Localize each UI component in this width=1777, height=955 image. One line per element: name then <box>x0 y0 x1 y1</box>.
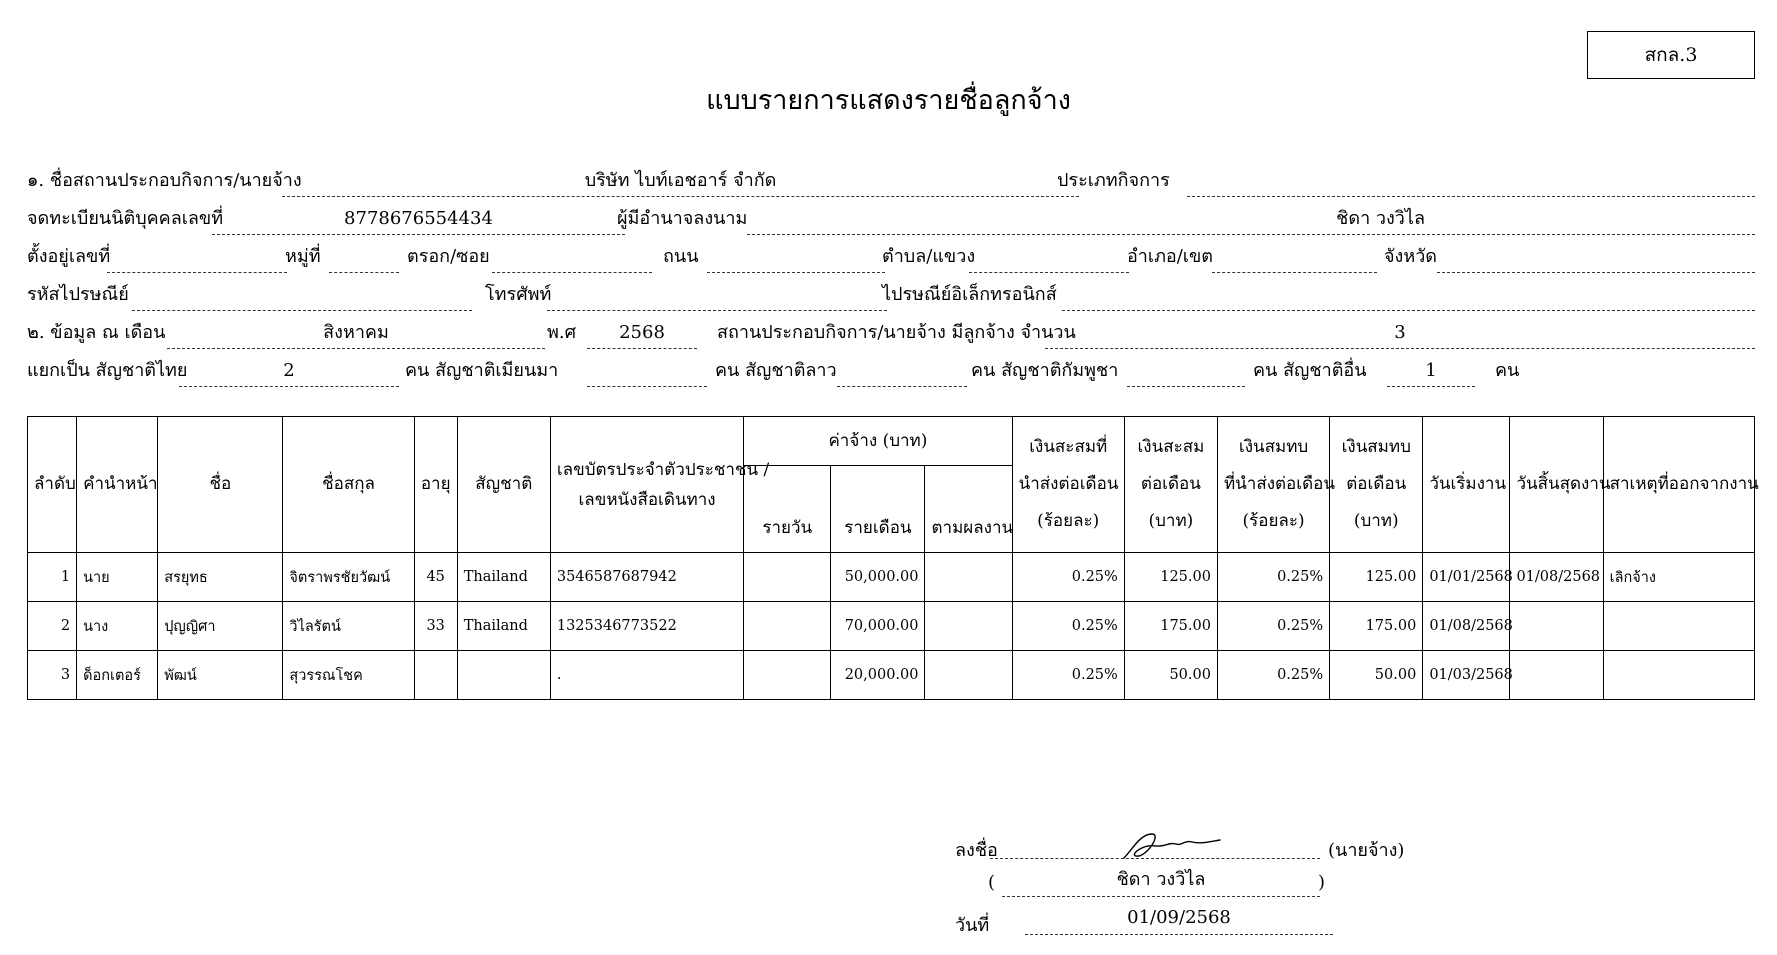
thai-label: แยกเป็น สัญชาติไทย <box>27 360 188 381</box>
cell-con-amount: 50.00 <box>1330 651 1423 700</box>
employee-table <box>27 416 1759 700</box>
header-con-rate-line1: เงินสมทบ <box>1238 437 1309 457</box>
cell-piece <box>925 651 1012 700</box>
cell-name: สรยุทธ <box>158 553 283 602</box>
cell-reason <box>1603 651 1754 700</box>
cell-name: พัฒน์ <box>158 651 283 700</box>
cell-id: . <box>550 651 743 700</box>
signature-line <box>990 828 1320 859</box>
header-con-amount-line2: ต่อเดือน <box>1346 474 1407 494</box>
province-label: จังหวัด <box>1384 246 1437 267</box>
phone-field <box>547 281 887 311</box>
signer-name-line <box>1002 866 1320 897</box>
header-no: ลำดับ <box>28 417 77 553</box>
header-id-line2: เลขหนังสือเดินทาง <box>578 489 716 510</box>
cell-acc-amount: 125.00 <box>1124 553 1217 602</box>
table-header <box>28 417 1759 553</box>
cell-id: 1325346773522 <box>550 602 743 651</box>
header-acc-rate-line2: นำส่งต่อเดือน <box>1018 474 1119 494</box>
cell-acc-rate: 0.25% <box>1012 651 1124 700</box>
month-field <box>167 319 545 349</box>
soi-label: ตรอก/ซอย <box>407 246 490 267</box>
cell-surname: จิตราพรชัยวัฒน์ <box>283 553 414 602</box>
header-acc-amount-line2: ต่อเดือน <box>1140 474 1201 494</box>
cell-monthly: 70,000.00 <box>831 602 925 651</box>
business-name-label: ๑. ชื่อสถานประกอบกิจการ/นายจ้าง <box>27 170 302 191</box>
form-title: แบบรายการแสดงรายชื่อลูกจ้าง <box>706 85 1071 116</box>
cell-age <box>414 651 457 700</box>
header-id-line1: เลขบัตรประจำตัวประชาชน / <box>556 459 770 480</box>
cell-con-rate: 0.25% <box>1217 602 1329 651</box>
myanmar-count-field <box>587 357 707 387</box>
header-end: วันสิ้นสุดงาน <box>1510 417 1603 553</box>
cell-monthly: 50,000.00 <box>831 553 925 602</box>
signer-label: ผู้มีอำนาจลงนาม <box>617 208 748 229</box>
cell-start: 01/01/2568 <box>1423 553 1510 602</box>
subdistrict-field <box>969 243 1129 273</box>
form-code: สกล.3 <box>1587 31 1755 79</box>
cell-reason: เลิกจ้าง <box>1603 553 1754 602</box>
cell-start: 01/03/2568 <box>1423 651 1510 700</box>
business-name-row <box>27 167 1755 197</box>
close-paren: ) <box>1318 872 1326 893</box>
signer-field <box>747 205 1755 235</box>
email-field <box>1062 281 1755 311</box>
cell-no: 3 <box>28 651 77 700</box>
registration-no-field <box>212 205 625 235</box>
open-paren: ( <box>988 872 996 893</box>
address-row <box>27 243 1755 273</box>
postcode-label: รหัสไปรษณีย์ <box>27 284 129 305</box>
cell-acc-amount: 175.00 <box>1124 602 1217 651</box>
province-field <box>1437 243 1755 273</box>
header-con-rate-line3: (ร้อยละ) <box>1242 511 1305 531</box>
cell-end <box>1510 602 1603 651</box>
header-acc-amount <box>1124 417 1217 553</box>
business-name-field <box>282 167 1079 197</box>
signer-name: ชิดา วงวิไล <box>1116 869 1206 890</box>
year-value: 2568 <box>619 322 665 343</box>
cell-con-rate: 0.25% <box>1217 553 1329 602</box>
header-con-rate-line2: ที่นำส่งต่อเดือน <box>1223 474 1335 494</box>
cell-id: 3546587687942 <box>550 553 743 602</box>
header-con-amount <box>1330 417 1423 553</box>
cell-piece <box>925 553 1012 602</box>
cell-age: 33 <box>414 602 457 651</box>
cell-acc-rate: 0.25% <box>1012 602 1124 651</box>
cell-piece <box>925 602 1012 651</box>
thai-count-value: 2 <box>283 360 295 381</box>
header-monthly: รายเดือน <box>831 466 925 553</box>
postcode-field <box>132 281 472 311</box>
header-acc-amount-line1: เงินสะสม <box>1137 437 1205 457</box>
district-field <box>1212 243 1377 273</box>
email-label: ไปรษณีย์อิเล็กทรอนิกส์ <box>882 284 1057 305</box>
cell-nationality: Thailand <box>457 602 550 651</box>
laos-label: คน สัญชาติลาว <box>715 360 837 381</box>
signer-value: ชิดา วงวิไล <box>1336 208 1425 229</box>
date-value: 01/09/2568 <box>1127 907 1231 928</box>
contact-row <box>27 281 1755 311</box>
cell-daily <box>744 553 831 602</box>
cell-nationality <box>457 651 550 700</box>
employee-count-label: สถานประกอบกิจการ/นายจ้าง มีลูกจ้าง จำนวน <box>717 322 1076 343</box>
header-con-amount-line3: (บาท) <box>1353 511 1399 531</box>
header-age: อายุ <box>414 417 457 553</box>
date-line <box>1025 904 1333 935</box>
header-prefix: คำนำหน้า <box>77 417 158 553</box>
thai-count-field <box>179 357 399 387</box>
header-acc-rate-line1: เงินสะสมที่ <box>1029 437 1108 457</box>
business-type-field <box>1187 167 1755 197</box>
cell-nationality: Thailand <box>457 553 550 602</box>
table-row <box>28 602 1755 651</box>
year-field <box>587 319 697 349</box>
moo-field <box>329 243 399 273</box>
address-no-field <box>107 243 287 273</box>
business-name-value: บริษัท ไบท์เอชอาร์ จำกัด <box>584 170 777 191</box>
address-no-label: ตั้งอยู่เลขที่ <box>27 246 111 267</box>
header-con-rate <box>1217 417 1335 553</box>
sign-label: ลงชื่อ <box>955 840 998 861</box>
moo-label: หมู่ที่ <box>285 246 321 267</box>
other-count-field <box>1387 357 1475 387</box>
cell-con-amount: 125.00 <box>1330 553 1423 602</box>
employer-role: (นายจ้าง) <box>1328 840 1405 861</box>
count-unit: คน <box>1495 360 1520 381</box>
soi-field <box>492 243 652 273</box>
cell-con-rate: 0.25% <box>1217 651 1329 700</box>
cell-end <box>1510 651 1603 700</box>
registration-no-label: จดทะเบียนนิติบุคคลเลขที่ <box>27 208 224 229</box>
header-con-amount-line1: เงินสมทบ <box>1341 437 1411 457</box>
year-label: พ.ศ <box>547 322 577 343</box>
header-acc-rate <box>1012 417 1124 553</box>
header-nationality: สัญชาติ <box>457 417 550 553</box>
cell-end: 01/08/2568 <box>1510 553 1603 602</box>
business-type-label: ประเภทกิจการ <box>1057 170 1170 191</box>
header-daily: รายวัน <box>744 466 831 553</box>
other-count-value: 1 <box>1425 360 1437 381</box>
header-id <box>550 417 770 553</box>
employee-count-field <box>1045 319 1755 349</box>
signature-scribble-icon <box>1118 828 1228 864</box>
cell-reason <box>1603 602 1754 651</box>
cell-prefix: นาย <box>77 553 158 602</box>
other-nationality-label: คน สัญชาติอื่น <box>1253 360 1367 381</box>
table-body <box>28 553 1755 700</box>
header-piece: ตามผลงาน <box>925 466 1012 553</box>
cell-monthly: 20,000.00 <box>831 651 925 700</box>
cell-daily <box>744 602 831 651</box>
laos-count-field <box>837 357 967 387</box>
registration-row <box>27 205 1755 235</box>
header-surname: ชื่อสกุล <box>283 417 414 553</box>
cell-age: 45 <box>414 553 457 602</box>
cell-name: ปุญญิศา <box>158 602 283 651</box>
myanmar-label: คน สัญชาติเมียนมา <box>405 360 559 381</box>
header-start: วันเริ่มงาน <box>1423 417 1510 553</box>
cambodia-count-field <box>1127 357 1245 387</box>
cambodia-label: คน สัญชาติกัมพูชา <box>971 360 1119 381</box>
road-label: ถนน <box>663 246 699 267</box>
cell-no: 2 <box>28 602 77 651</box>
road-field <box>707 243 885 273</box>
month-row <box>27 319 1755 349</box>
table-row <box>28 651 1755 700</box>
header-wage: ค่าจ้าง (บาท) <box>744 417 1012 466</box>
month-value: สิงหาคม <box>323 322 389 343</box>
month-label: ๒. ข้อมูล ณ เดือน <box>27 322 166 343</box>
cell-prefix: นาง <box>77 602 158 651</box>
cell-acc-rate: 0.25% <box>1012 553 1124 602</box>
employee-count-value: 3 <box>1394 322 1406 343</box>
header-reason: สาเหตุที่ออกจากงาน <box>1603 417 1754 553</box>
cell-start: 01/08/2568 <box>1423 602 1510 651</box>
district-label: อำเภอ/เขต <box>1127 246 1213 267</box>
nationality-row <box>27 357 1755 387</box>
cell-daily <box>744 651 831 700</box>
header-name: ชื่อ <box>158 417 283 553</box>
cell-acc-amount: 50.00 <box>1124 651 1217 700</box>
header-acc-rate-line3: (ร้อยละ) <box>1037 511 1100 531</box>
cell-no: 1 <box>28 553 77 602</box>
cell-con-amount: 175.00 <box>1330 602 1423 651</box>
subdistrict-label: ตำบล/แขวง <box>882 246 976 267</box>
header-acc-amount-line3: (บาท) <box>1148 511 1194 531</box>
cell-surname: วิไลรัตน์ <box>283 602 414 651</box>
cell-prefix: ด็อกเตอร์ <box>77 651 158 700</box>
table-row <box>28 553 1755 602</box>
cell-surname: สุวรรณโชค <box>283 651 414 700</box>
phone-label: โทรศัพท์ <box>485 284 552 305</box>
date-label: วันที่ <box>955 915 990 936</box>
registration-no-value: 8778676554434 <box>344 208 493 229</box>
